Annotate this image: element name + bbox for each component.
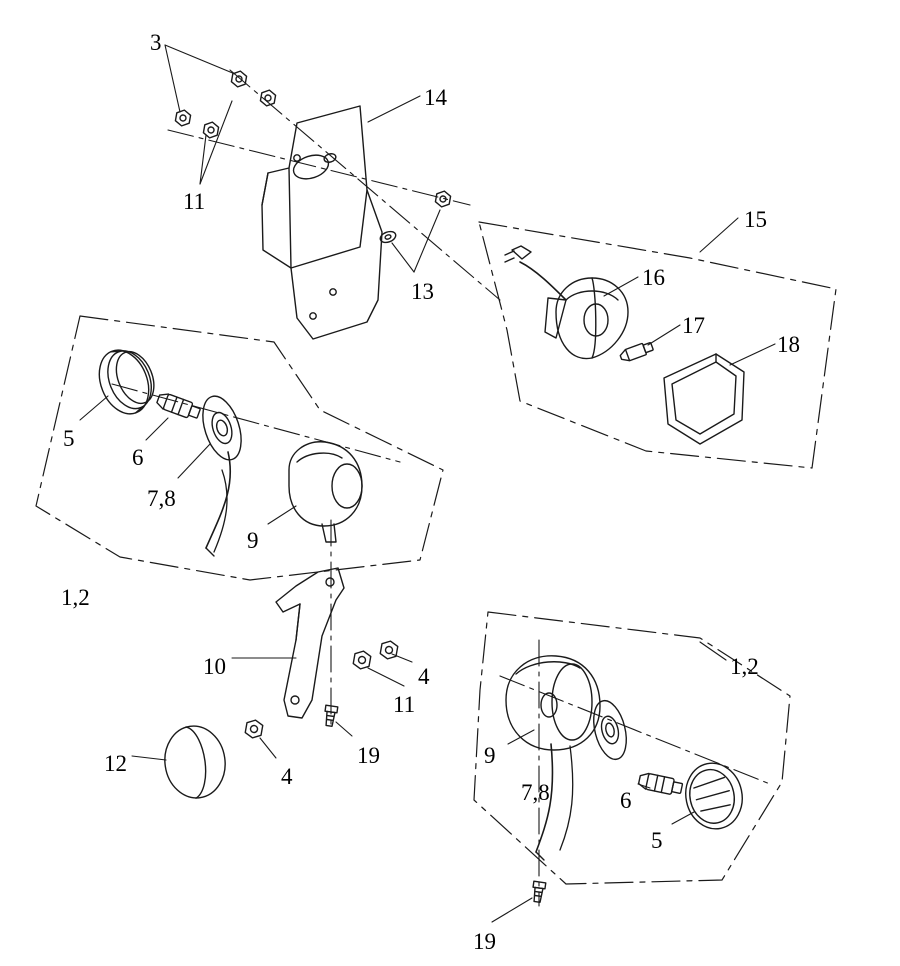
callout-15-right-assembly: 15 — [744, 207, 767, 232]
callout-4-upper-nut: 4 — [418, 664, 430, 689]
callout-4-lower-nut: 4 — [281, 764, 293, 789]
callout-12-cover-cap: 12 — [104, 751, 127, 776]
callout-5-left-lens-ring: 5 — [63, 426, 75, 451]
callout-3-top-left: 3 — [150, 30, 162, 55]
callout-1-2-right-assembly: 1,2 — [730, 654, 759, 679]
callout-9-left-housing: 9 — [247, 528, 259, 553]
callout-5-right-lens-ring: 5 — [651, 828, 663, 853]
callout-7-8-right-reflector: 7,8 — [521, 780, 550, 805]
callout-17-bulb: 17 — [682, 313, 705, 338]
right-lower-signal-assembly — [474, 612, 790, 884]
callout-1-2-left-assembly: 1,2 — [61, 585, 90, 610]
center-bracket-group — [160, 520, 545, 906]
callout-14-bracket-plate: 14 — [424, 85, 447, 110]
callout-16-signal-body: 16 — [642, 265, 665, 290]
callout-7-8-left-reflector: 7,8 — [147, 486, 176, 511]
callout-19-screw-upper: 19 — [357, 743, 380, 768]
nut-group-top — [175, 70, 452, 245]
callout-11-lower: 11 — [393, 692, 416, 717]
callout-18-lens: 18 — [777, 332, 800, 357]
callout-19-screw-lower: 19 — [473, 929, 496, 954]
callout-6-left-bulb: 6 — [132, 445, 144, 470]
left-signal-assembly — [36, 316, 443, 580]
callout-13-washers: 13 — [411, 279, 434, 304]
callout-11-upper-left: 11 — [183, 189, 206, 214]
bracket-plate-group — [262, 106, 382, 339]
callout-6-right-bulb: 6 — [620, 788, 632, 813]
callout-9-right-housing: 9 — [484, 743, 496, 768]
callout-10-mounting-bracket: 10 — [203, 654, 226, 679]
